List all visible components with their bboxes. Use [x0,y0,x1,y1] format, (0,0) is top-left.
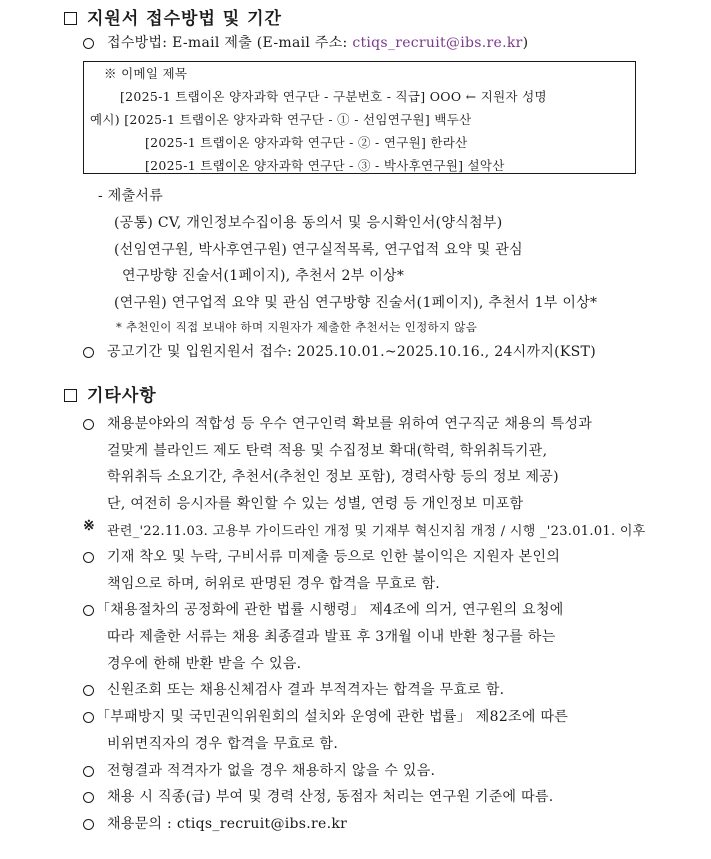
misc-item5-line1: 「부패방지 및 국민권익위원회의 설치와 운영에 관한 법률」 제82조에 따른 [96,709,569,725]
section-title-misc [64,381,157,406]
misc-item5-line2: 비위면직자의 경우 합격을 무효로 함. [107,736,339,752]
inquiry-label: 채용문의 : [107,816,177,832]
circle-bullet-icon [83,605,94,616]
email-subject-example-3: [2025-1 트랩이온 양자과학 연구단 - ③ - 박사후연구원] 설악산 [145,158,505,173]
misc-item1-line2: 걸맞게 블라인드 제도 탄력 적용 및 수집정보 확대(학력, 학위취득기관, [107,443,548,459]
misc-item3-line2: 따라 제출한 서류는 채용 최종결과 발표 후 3개월 이내 반환 청구를 하는 [107,629,556,645]
documents-senior-line2: 연구방향 진술서(1페이지), 추천서 2부 이상* [122,268,405,284]
checkbox-square-icon [64,389,77,402]
checkbox-square-icon [64,12,77,25]
email-subject-heading: ※ 이메일 제목 [104,66,188,81]
misc-item2-line1: 기재 착오 및 누락, 구비서류 미제출 등으로 인한 불이익은 지원자 본인의 [107,549,561,565]
method-email-link[interactable]: ctiqs_recruit@ibs.re.kr [352,35,523,51]
email-subject-example-2: [2025-1 트랩이온 양자과학 연구단 - ② - 연구원] 한라산 [145,135,468,150]
email-subject-format: [2025-1 트랩이온 양자과학 연구단 - 구분번호 - 직급] OOO ← 지원자 성명 [120,89,547,104]
section-title-text: 지원서 접수방법 및 기간 [87,9,282,29]
reference-mark-icon: ※ [83,518,95,534]
circle-bullet-icon [83,38,94,49]
misc-item1-line4: 단, 여전히 응시자를 확인할 수 있는 성별, 연령 등 개인정보 미포함 [107,496,524,512]
circle-bullet-icon [83,419,94,430]
misc-inquiry [107,813,347,833]
circle-bullet-icon [83,819,94,830]
misc-item2-line2: 책임으로 하며, 허위로 판명된 경우 합격을 무효로 함. [107,576,441,592]
misc-item3-line3: 경우에 한해 반환 받을 수 있음. [107,656,302,672]
documents-heading: - 제출서류 [98,188,164,204]
circle-bullet-icon [83,552,94,563]
documents-common: (공통) CV, 개인정보수집이용 동의서 및 응시확인서(양식첨부) [114,215,503,231]
misc-item6: 전형결과 적격자가 없을 경우 채용하지 않을 수 있음. [107,763,436,779]
email-subject-example-1: 예시) [2025-1 트랩이온 양자과학 연구단 - ① - 선임연구원] 백두산 [90,112,472,127]
section-title-application [64,4,282,29]
misc-item4: 신원조회 또는 채용신체검사 결과 부적격자는 합격을 무효로 함. [107,682,505,698]
inquiry-email-link[interactable]: ctiqs_recruit@ibs.re.kr [176,816,348,832]
documents-researcher: (연구원) 연구업적 요약 및 관심 연구방향 진술서(1페이지), 추천서 1부 이상* [114,295,598,311]
misc-item3-line1: 「채용절차의 공정화에 관한 법률 시행령」 제4조에 의거, 연구원의 요청에 [96,602,564,618]
method-close: ) [522,35,529,51]
misc-note: 관련_'22.11.03. 고용부 가이드라인 개정 및 기재부 혁신지침 개정 / 시행 _'23.01.01. 이후 [107,524,646,539]
circle-bullet-icon [83,766,94,777]
documents-senior-line1: (선임연구원, 박사후연구원) 연구실적목록, 연구업적 요약 및 관심 [114,242,523,258]
circle-bullet-icon [83,347,94,358]
application-method [107,32,528,52]
documents-note: * 추천인이 직접 보내야 하며 지원자가 제출한 추천서는 인정하지 않음 [116,320,478,334]
circle-bullet-icon [83,792,94,803]
section-title-text: 기타사항 [87,386,157,406]
misc-item7: 채용 시 직종(급) 부여 및 경력 산정, 동점자 처리는 연구원 기준에 따름. [107,789,554,805]
circle-bullet-icon [83,685,94,696]
misc-item1-line1: 채용분야와의 적합성 등 우수 연구인력 확보를 위하여 연구직군 채용의 특성과 [107,416,593,432]
application-period: 공고기간 및 입원지원서 접수: 2025.10.01.~2025.10.16., 24시까지(KST) [107,344,596,360]
circle-bullet-icon [83,712,94,723]
method-label: 접수방법: E-mail 제출 (E-mail 주소: [107,35,353,51]
misc-item1-line3: 학위취득 소요기간, 추천서(추천인 정보 포함), 경력사항 등의 정보 제공) [107,469,559,485]
